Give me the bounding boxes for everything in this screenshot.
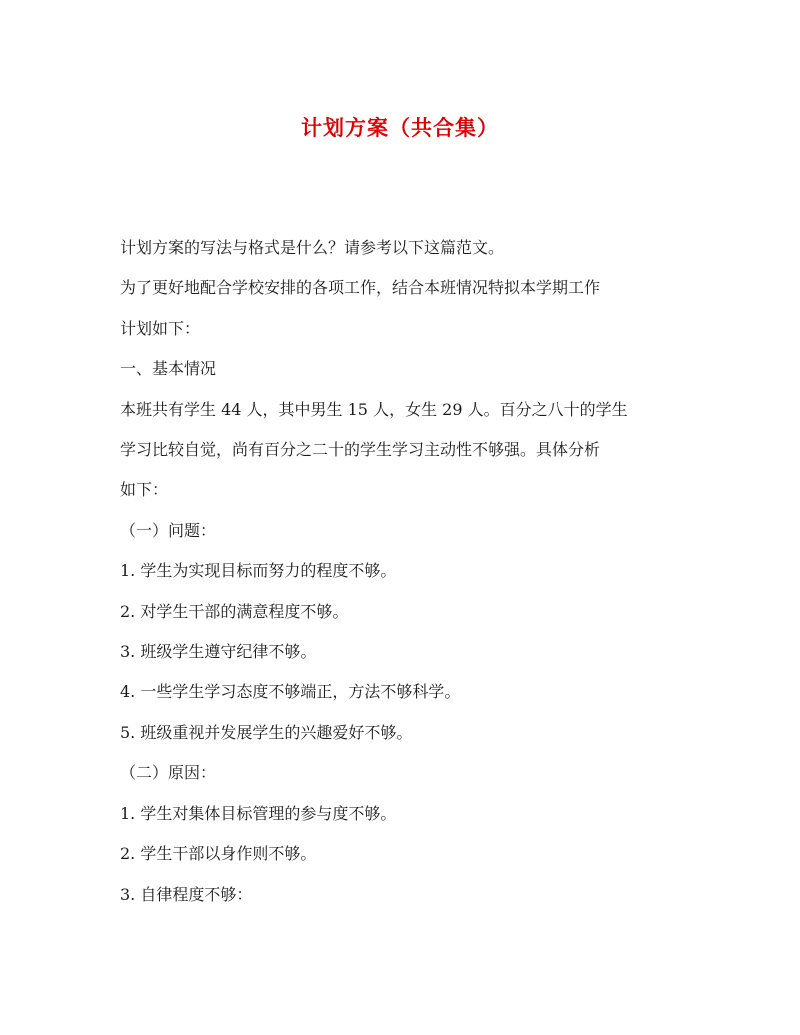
situation-line-2: 学习比较自觉，尚有百分之二十的学生学习主动性不够强。具体分析 xyxy=(120,440,601,460)
intro-line: 计划方案的写法与格式是什么？请参考以下这篇范文。 xyxy=(120,238,505,257)
cause-item: 1. 学生对集体目标管理的参与度不够。 xyxy=(120,803,397,823)
purpose-line-2: 计划如下： xyxy=(120,318,201,338)
document-title: 计划方案（共合集） xyxy=(301,115,499,140)
problem-item: 2. 对学生干部的满意程度不够。 xyxy=(120,601,349,621)
problem-item: 3. 班级学生遵守纪律不够。 xyxy=(120,642,317,662)
problem-item: 4. 一些学生学习态度不够端正，方法不够科学。 xyxy=(120,682,461,702)
situation-line-1: 本班共有学生 44 人，其中男生 15 人，女生 29 人。百分之八十的学生 xyxy=(120,399,628,419)
cause-item: 2. 学生干部以身作则不够。 xyxy=(120,844,317,864)
document-body xyxy=(120,228,695,915)
problem-item: 5. 班级重视并发展学生的兴趣爱好不够。 xyxy=(120,722,413,742)
section-heading-basic-situation: 一、基本情况 xyxy=(120,359,217,379)
purpose-line-1: 为了更好地配合学校安排的各项工作，结合本班情况特拟本学期工作 xyxy=(120,278,601,298)
problem-item: 1. 学生为实现目标而努力的程度不够。 xyxy=(120,561,397,581)
cause-item: 3. 自律程度不够： xyxy=(120,884,253,904)
subheading-causes: （二）原因： xyxy=(120,763,217,783)
situation-line-3: 如下： xyxy=(120,480,169,500)
subheading-problems: （一）问题： xyxy=(120,520,217,540)
